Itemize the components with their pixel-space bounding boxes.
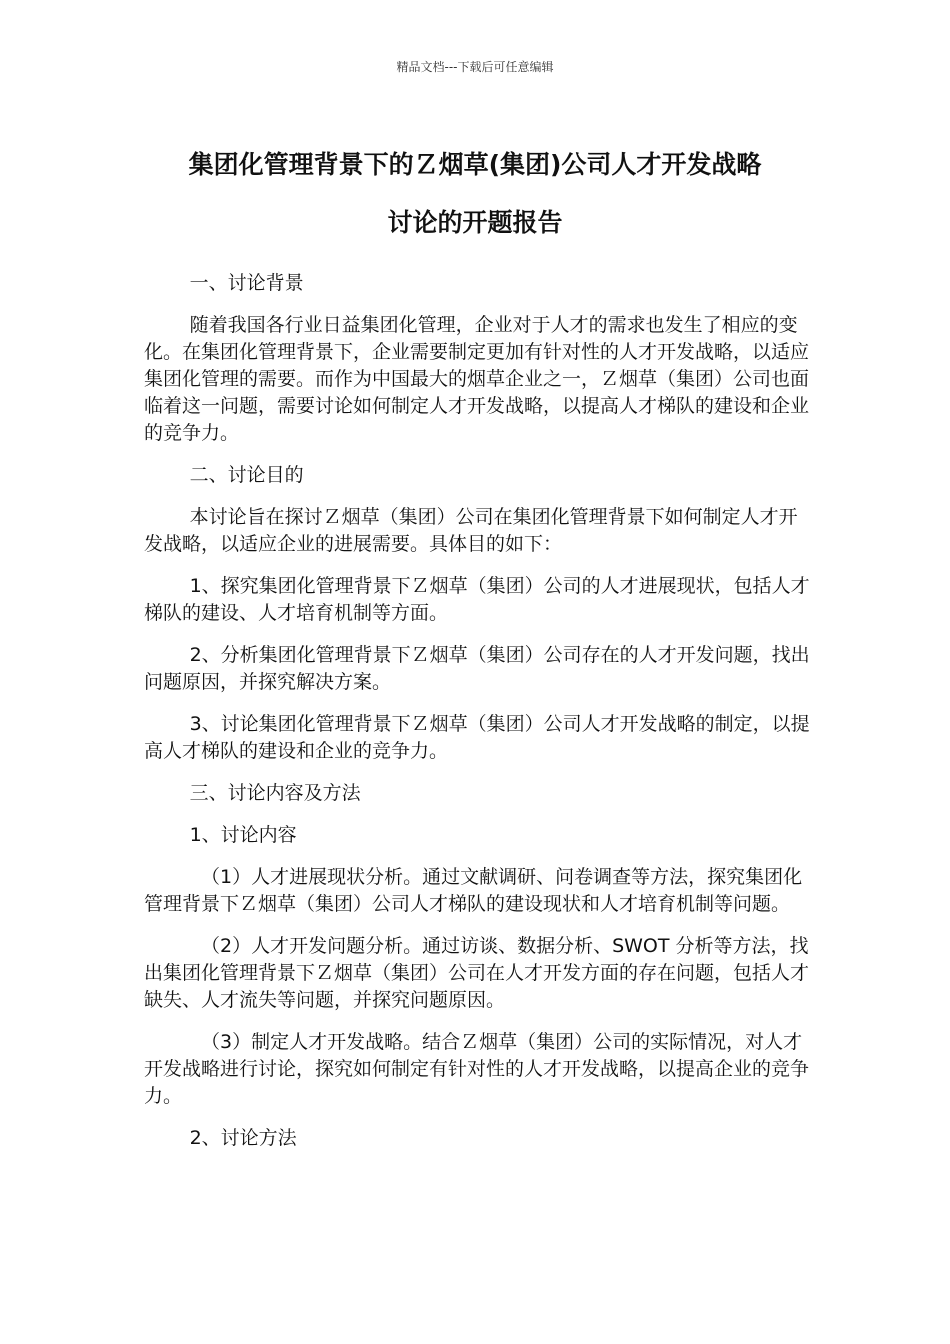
purpose-item-3: 3、讨论集团化管理背景下Ｚ烟草（集团）公司人才开发战略的制定，以提高人才梯队的建设和企业的竞争力。 <box>144 713 810 762</box>
paragraph-background: 随着我国各行业日益集团化管理，企业对于人才的需求也发生了相应的变化。在集团化管理背景下，企业需要制定更加有针对性的人才开发战略，以适应集团化管理的需要。而作为中国最大的烟草企业之一，Ｚ烟草（集团）公司也面临着这一问题，需要讨论如何制定人才开发战略，以提高人才梯队的建设和企业的竞争力。 <box>144 314 810 444</box>
document-title <box>120 136 830 252</box>
header-note: 精品文档---下载后可任意编辑 <box>396 60 554 74</box>
purpose-item-1: 1、探究集团化管理背景下Ｚ烟草（集团）公司的人才进展现状，包括人才梯队的建设、人才培育机制等方面。 <box>144 575 810 624</box>
paragraph-purpose: 本讨论旨在探讨Ｚ烟草（集团）公司在集团化管理背景下如何制定人才开发战略，以适应企业的进展需要。具体目的如下： <box>144 506 798 555</box>
title-line-2: 讨论的开题报告 <box>387 208 563 237</box>
purpose-item-2: 2、分析集团化管理背景下Ｚ烟草（集团）公司存在的人才开发问题，找出问题原因，并探究解决方案。 <box>144 644 810 693</box>
content-item-2: （2）人才开发问题分析。通过访谈、数据分析、SWOT 分析等方法，找出集团化管理背景下Ｚ烟草（集团）公司在人才开发方面的存在问题，包括人才缺失、人才流失等问题，并探究问题原因。 <box>144 935 810 1011</box>
content-item-3: （3）制定人才开发战略。结合Ｚ烟草（集团）公司的实际情况，对人才开发战略进行讨论，探究如何制定有针对性的人才开发战略，以提高企业的竞争力。 <box>144 1031 810 1107</box>
section-heading-purpose: 二、讨论目的 <box>189 464 304 486</box>
title-line-1: 集团化管理背景下的Ｚ烟草(集团)公司人才开发战略 <box>188 150 762 179</box>
content-item-1: （1）人才进展现状分析。通过文献调研、问卷调查等方法，探究集团化管理背景下Ｚ烟草（集团）公司人才梯队的建设现状和人才培育机制等问题。 <box>144 866 803 915</box>
subheading-content: 1、讨论内容 <box>189 824 297 846</box>
section-heading-background: 一、讨论背景 <box>189 272 304 294</box>
subheading-method: 2、讨论方法 <box>189 1127 297 1149</box>
section-heading-content-method: 三、讨论内容及方法 <box>189 782 361 804</box>
document-body <box>144 270 816 1167</box>
